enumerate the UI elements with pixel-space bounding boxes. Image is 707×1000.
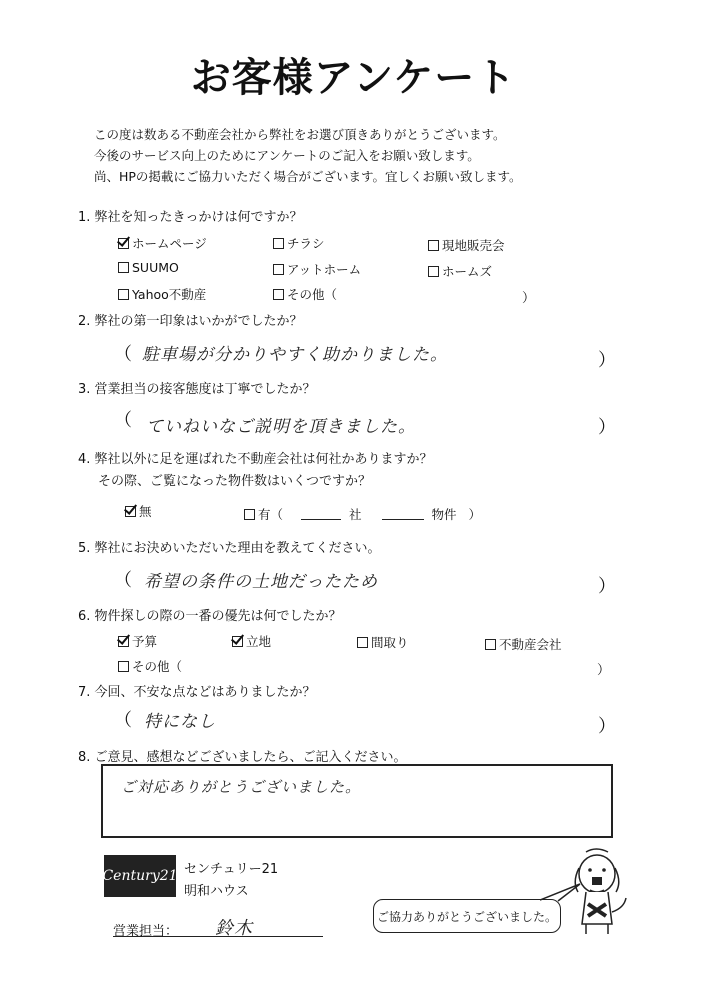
- checkbox[interactable]: [244, 509, 255, 520]
- q2-paren-open: （: [114, 344, 132, 365]
- checkbox[interactable]: [118, 289, 129, 300]
- century21-logo: [104, 855, 176, 897]
- q5-answer[interactable]: 希望の条件の土地だったため: [144, 572, 378, 592]
- checkbox[interactable]: [118, 262, 129, 273]
- q7-paren-open: （: [114, 710, 132, 731]
- company-name-line-1: センチュリー21: [184, 862, 279, 877]
- staff-label: 営業担当：: [113, 924, 179, 939]
- q1-option-suumo[interactable]: SUUMO: [118, 260, 179, 275]
- question-5: 5. 弊社にお決めいただいた理由を教えてください。: [78, 541, 381, 556]
- q8-answer: ご対応ありがとうございました。: [121, 778, 362, 796]
- property-count-blank[interactable]: [382, 509, 424, 520]
- checkbox[interactable]: [357, 637, 368, 648]
- q3-answer[interactable]: ていねいなご説明を頂きました。: [146, 417, 416, 437]
- question-1: 1. 弊社を知ったきっかけは何ですか？: [78, 210, 303, 225]
- staff-name[interactable]: 鈴木: [215, 918, 253, 939]
- intro-line-2: 今後のサービス向上のためにアンケートのご記入をお願い致します。: [94, 148, 480, 163]
- thanks-bubble: [373, 899, 561, 933]
- page-title: お客様アンケート: [190, 55, 517, 101]
- checkbox[interactable]: [232, 636, 243, 647]
- q1-option-flyer[interactable]: チラシ: [273, 234, 325, 252]
- intro-text: [94, 124, 521, 187]
- q7-paren-close: ）: [598, 716, 616, 737]
- q7-answer[interactable]: 特になし: [144, 712, 216, 732]
- q1-option-open-house[interactable]: 現地販売会: [428, 236, 505, 254]
- checkbox[interactable]: [118, 661, 129, 672]
- q1-option-athome[interactable]: アットホーム: [273, 260, 361, 278]
- q3-paren-close: ）: [598, 417, 616, 438]
- checkbox[interactable]: [125, 506, 136, 517]
- q6-option-location[interactable]: 立地: [232, 632, 271, 650]
- q1-option-homepage[interactable]: ホームページ: [118, 234, 207, 252]
- q2-paren-close: ）: [598, 350, 616, 371]
- intro-line-1: この度は数ある不動産会社から弊社をお選び頂きありがとうございます。: [94, 127, 506, 142]
- q6-option-budget[interactable]: 予算: [118, 632, 157, 650]
- checkbox[interactable]: [273, 264, 284, 275]
- checkbox[interactable]: [118, 636, 129, 647]
- company-name-line-2: 明和ハウス: [184, 884, 249, 899]
- q6-option-other[interactable]: その他（: [118, 657, 182, 675]
- checkbox[interactable]: [428, 266, 439, 277]
- q6-other-close: ）: [597, 663, 611, 678]
- question-4-line-1: 4. 弊社以外に足を運ばれた不動産会社は何社かありますか？: [78, 452, 433, 467]
- checkbox[interactable]: [118, 238, 129, 249]
- q4-option-none[interactable]: 無: [125, 502, 152, 520]
- dog-mascot-icon: [566, 846, 632, 938]
- q1-option-yahoo[interactable]: Yahoo不動産: [118, 285, 206, 303]
- intro-line-3: 尚、HPの掲載にご協力いただく場合がございます。宜しくお願い致します。: [94, 169, 522, 184]
- logo-text: Century21: [102, 868, 178, 884]
- question-8: 8. ご意見、感想などございましたら、ご記入ください。: [78, 750, 407, 765]
- question-2: 2. 弊社の第一印象はいかがでしたか？: [78, 314, 303, 329]
- q1-option-other[interactable]: その他（: [273, 285, 337, 303]
- q6-option-layout[interactable]: 間取り: [357, 633, 409, 651]
- thanks-text: ご協力ありがとうございました。: [376, 909, 557, 924]
- checkbox[interactable]: [485, 639, 496, 650]
- q1-option-homes[interactable]: ホームズ: [428, 262, 492, 280]
- question-7: 7. 今回、不安な点などはありましたか？: [78, 685, 316, 700]
- q2-answer[interactable]: 駐車場が分かりやすく助かりました。: [142, 345, 448, 365]
- question-3: 3. 営業担当の接客態度は丁寧でしたか？: [78, 382, 316, 397]
- q1-other-close: ）: [522, 291, 536, 306]
- comment-box[interactable]: [101, 764, 613, 838]
- checkbox[interactable]: [273, 238, 284, 249]
- company-count-blank[interactable]: [301, 509, 341, 520]
- q3-paren-open: （: [114, 410, 132, 431]
- checkbox[interactable]: [273, 289, 284, 300]
- checkbox[interactable]: [428, 240, 439, 251]
- question-4-line-2: その際、ご覧になった物件数はいくつですか？: [98, 474, 372, 489]
- staff-signature-line: [113, 936, 323, 937]
- q4-option-yes[interactable]: 有（ 社 物件 ）: [244, 505, 481, 523]
- question-6: 6. 物件探しの際の一番の優先は何でしたか？: [78, 609, 342, 624]
- q5-paren-close: ）: [598, 576, 616, 597]
- q5-paren-open: （: [114, 570, 132, 591]
- q6-option-agency[interactable]: 不動産会社: [485, 635, 562, 653]
